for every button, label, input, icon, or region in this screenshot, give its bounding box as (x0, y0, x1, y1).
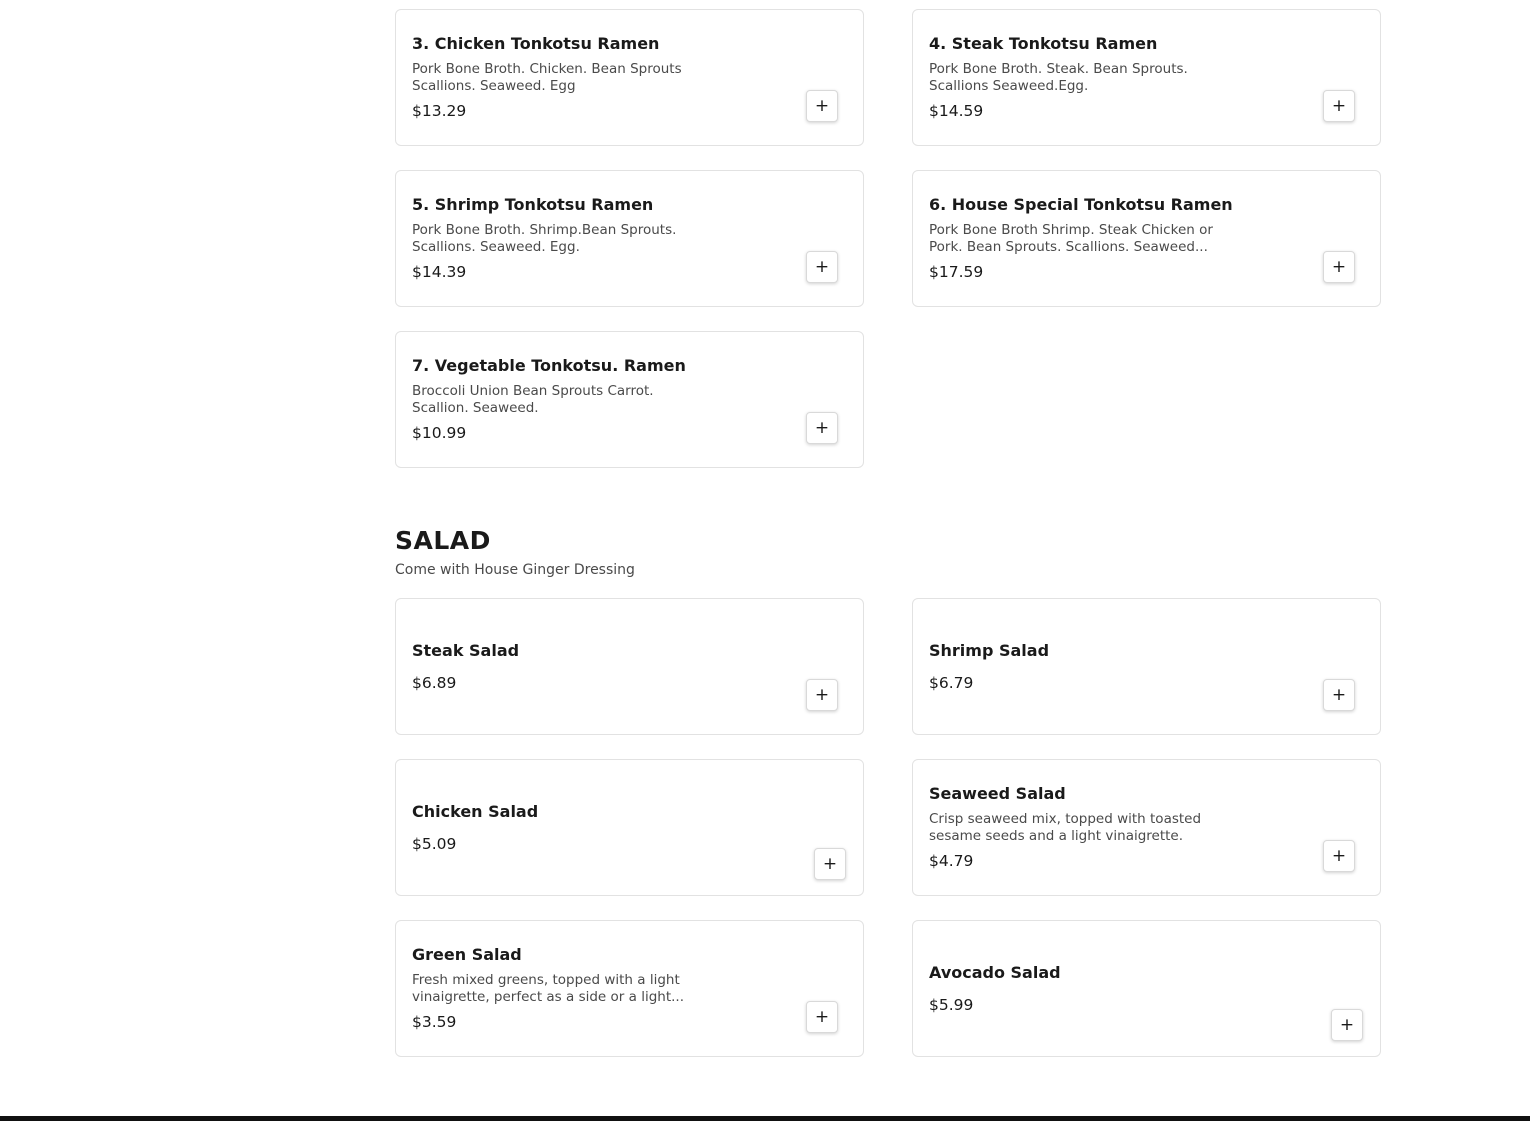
add-item-button[interactable] (1323, 90, 1355, 122)
add-item-button[interactable] (806, 412, 838, 444)
add-item-button[interactable] (814, 848, 846, 880)
menu-item-info (412, 921, 732, 1056)
section-title: SALAD (395, 526, 491, 555)
menu-item-info (929, 921, 1249, 1056)
menu-item-card[interactable] (912, 920, 1381, 1057)
menu-item-title: 3. Chicken Tonkotsu Ramen (412, 34, 660, 53)
plus-icon: + (1331, 95, 1347, 116)
menu-item-price: $10.99 (412, 424, 467, 442)
plus-icon: + (1331, 845, 1347, 866)
add-item-button[interactable] (1331, 1009, 1363, 1041)
menu-item-description: Pork Bone Broth Shrimp. Steak Chicken or Pork. Bean Sprouts. Scallions. Seaweed... (929, 222, 1213, 255)
menu-item-description: Crisp seaweed mix, topped with toasted sesame seeds and a light vinaigrette. (929, 811, 1202, 844)
menu-item-title: 5. Shrimp Tonkotsu Ramen (412, 195, 654, 214)
plus-icon: + (814, 95, 830, 116)
menu-item-price: $14.59 (929, 102, 984, 120)
menu-item-card[interactable] (395, 920, 864, 1057)
add-item-button[interactable] (1323, 679, 1355, 711)
menu-item-price: $4.79 (929, 852, 974, 870)
menu-item-price: $17.59 (929, 263, 984, 281)
menu-item-card[interactable] (912, 9, 1381, 146)
menu-item-info (412, 10, 732, 145)
plus-icon: + (814, 256, 830, 277)
menu-item-info (929, 760, 1249, 895)
menu-item-info (929, 599, 1249, 734)
add-item-button[interactable] (806, 679, 838, 711)
menu-item-info (412, 760, 732, 895)
plus-icon: + (1331, 684, 1347, 705)
add-item-button[interactable] (806, 90, 838, 122)
menu-item-price: $5.99 (929, 995, 974, 1014)
add-item-button[interactable] (1323, 840, 1355, 872)
menu-item-description: Pork Bone Broth. Chicken. Bean Sprouts Scallions. Seaweed. Egg (412, 61, 682, 94)
menu-item-description: Pork Bone Broth. Steak. Bean Sprouts. Scallions Seaweed.Egg. (929, 61, 1188, 94)
menu-item-info (929, 171, 1249, 306)
menu-item-description: Fresh mixed greens, topped with a light vinaigrette, perfect as a side or a light... (412, 972, 684, 1005)
plus-icon: + (814, 684, 830, 705)
add-item-button[interactable] (1323, 251, 1355, 283)
menu-item-card[interactable] (395, 598, 864, 735)
menu-item-price: $3.59 (412, 1013, 457, 1031)
add-item-button[interactable] (806, 1001, 838, 1033)
menu-item-title: Avocado Salad (929, 962, 1061, 982)
menu-item-title: Seaweed Salad (929, 784, 1066, 803)
menu-item-price: $6.79 (929, 673, 974, 692)
menu-item-info (929, 10, 1249, 145)
plus-icon: + (814, 1006, 830, 1027)
plus-icon: + (814, 417, 830, 438)
plus-icon: + (1331, 256, 1347, 277)
section-subtitle: Come with House Ginger Dressing (395, 562, 635, 578)
menu-item-price: $13.29 (412, 102, 467, 120)
menu-item-title: Steak Salad (412, 640, 520, 660)
menu-item-title: Shrimp Salad (929, 640, 1050, 660)
menu-item-card[interactable] (395, 9, 864, 146)
menu-item-title: Green Salad (412, 945, 522, 964)
menu-item-title: 7. Vegetable Tonkotsu. Ramen (412, 356, 686, 375)
menu-item-price: $5.09 (412, 834, 457, 853)
menu-item-card[interactable] (912, 759, 1381, 896)
footer-bar (0, 1116, 1530, 1121)
menu-item-description: Pork Bone Broth. Shrimp.Bean Sprouts. Scallions. Seaweed. Egg. (412, 222, 677, 255)
menu-item-price: $6.89 (412, 673, 457, 692)
menu-item-info (412, 599, 732, 734)
menu-item-card[interactable] (395, 331, 864, 468)
menu-item-title: 4. Steak Tonkotsu Ramen (929, 34, 1158, 53)
plus-icon: + (822, 853, 838, 874)
add-item-button[interactable] (806, 251, 838, 283)
menu-item-card[interactable] (912, 170, 1381, 307)
menu-item-card[interactable] (395, 759, 864, 896)
menu-item-card[interactable] (912, 598, 1381, 735)
menu-item-title: 6. House Special Tonkotsu Ramen (929, 195, 1233, 214)
menu-item-description: Broccoli Union Bean Sprouts Carrot. Scallion. Seaweed. (412, 383, 654, 416)
plus-icon: + (1339, 1014, 1355, 1035)
menu-item-info (412, 171, 732, 306)
menu-item-info (412, 332, 732, 467)
menu-item-title: Chicken Salad (412, 801, 539, 821)
menu-item-price: $14.39 (412, 263, 467, 281)
menu-item-card[interactable] (395, 170, 864, 307)
